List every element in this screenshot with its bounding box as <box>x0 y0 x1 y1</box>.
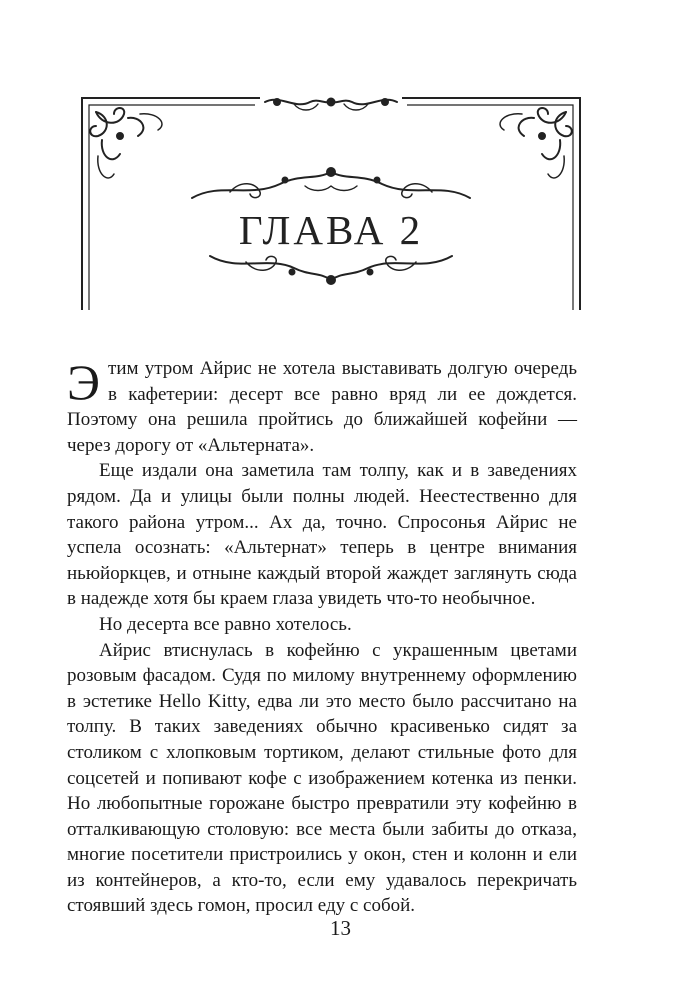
paragraph <box>67 356 577 458</box>
chapter-title: ГЛАВА 2 <box>238 207 424 253</box>
top-flourish <box>265 99 397 111</box>
page-number: 13 <box>330 916 351 940</box>
ornament-frame <box>80 96 582 310</box>
paragraph-text: тим утром Айрис не хотела выставивать долгую очередь в кафетерии: десерт все равно вряд ли ее дождется. Поэтому она решила пройтись до ближайшей кофейни — через дорогу от «Альтерната». <box>67 358 577 456</box>
lower-title-flourish <box>210 256 452 284</box>
corner-right-ornament <box>500 108 572 178</box>
drop-cap: Э <box>67 354 101 410</box>
upper-title-flourish <box>192 168 470 198</box>
paragraph: Но десерта все равно хотелось. <box>99 613 352 635</box>
body-text <box>67 356 577 919</box>
paragraph: Айрис втиснулась в кофейню с украшенным цветами розовым фасадом. Судя по милому внутреннему оформлению в эстетике Hello Kitty, едва ли это место было рассчитано на толпу. В таких заведениях обычно красивенько сидят за столиком с хлопковым тортиком, делают стильные фото для соцсетей и попивают кофе с изображением котенка из пенки. Но любопытные горожане быстро превратили эту кофейню в отталкивающую столовую: все места были забиты до отказа, многие посетители пристроились у окон, стен и колонн и ели из контейнеров, а кто-то, если ему удавалось перекричать стоявший здесь гомон, просил еду с собой. <box>67 639 577 917</box>
paragraph: Еще издали она заметила там толпу, как и в заведениях рядом. Да и улицы были полны людей. Неестественно для такого района утром... Ах да, точно. Спросонья Айрис не успела осознать: «Альтернат» теперь в центре внимания ньюйоркцев, и отныне каждый второй жаждет заглянуть сюда в надежде хотя бы краем глаза увидеть что-то необычное. <box>67 460 577 610</box>
chapter-frame <box>80 96 582 310</box>
corner-left-ornament <box>90 108 162 178</box>
